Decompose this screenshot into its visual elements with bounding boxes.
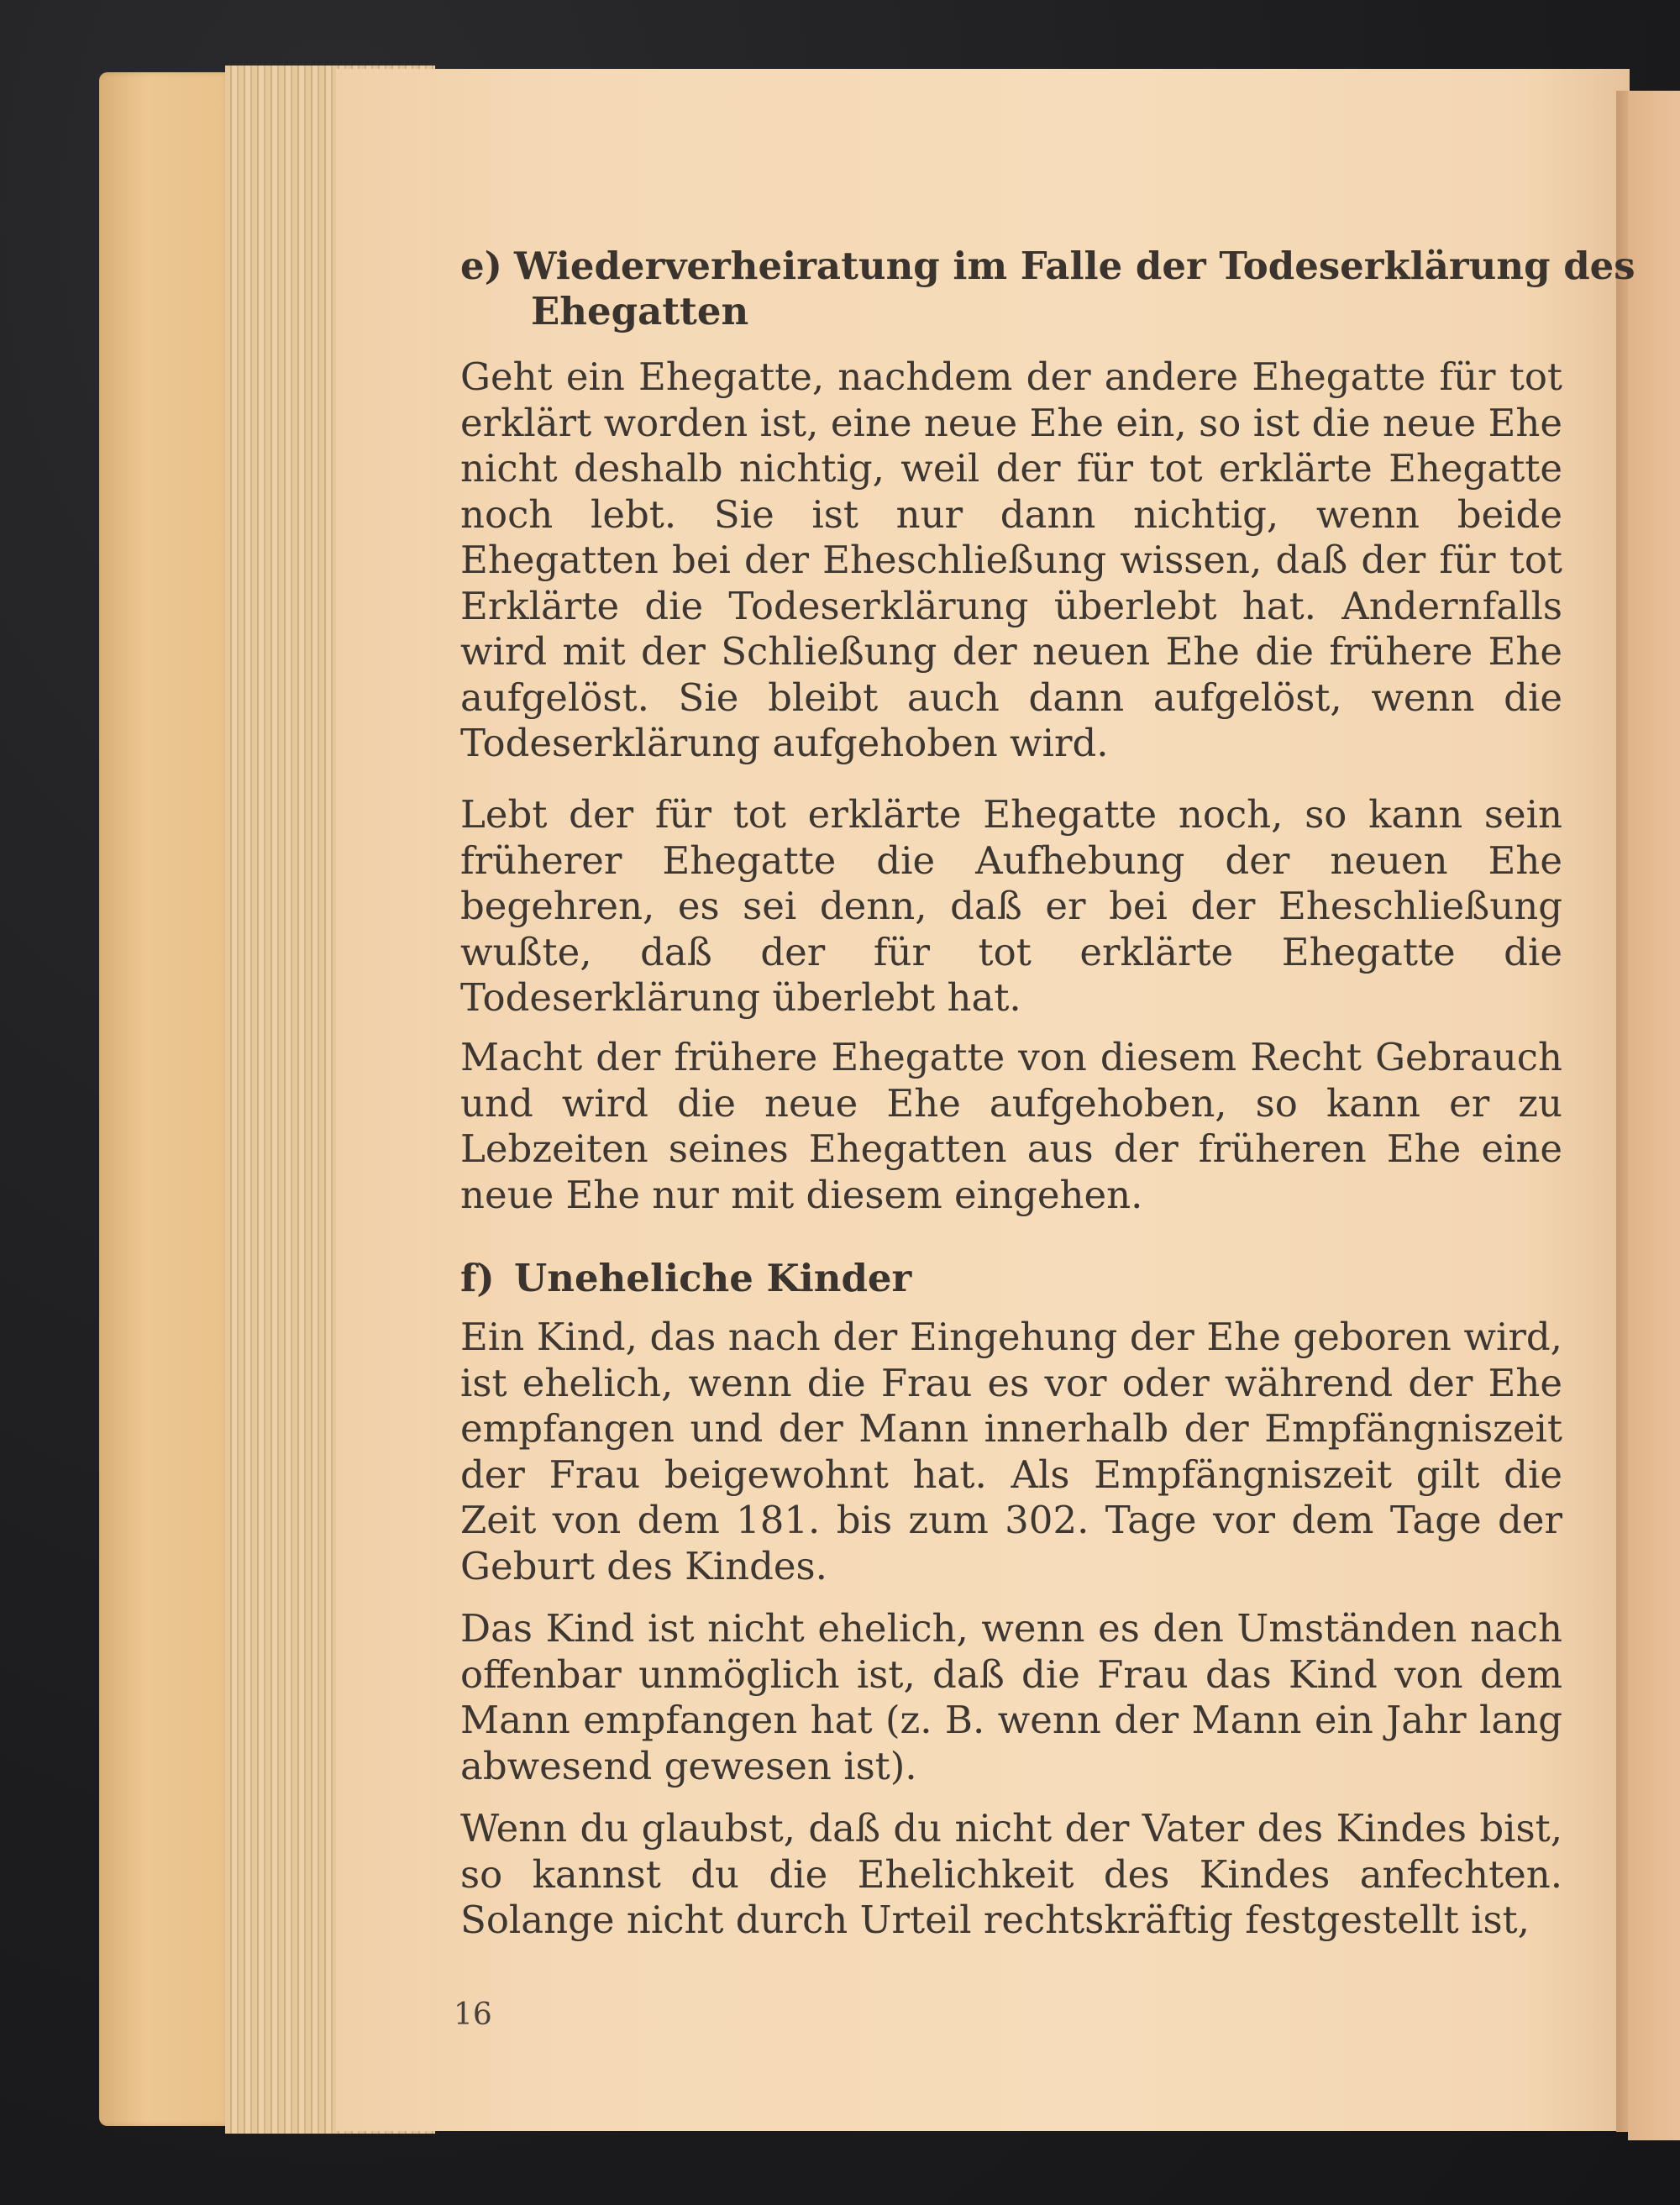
section-e-title-cont: Ehegatten	[531, 289, 749, 333]
section-f-paragraph-1: Ein Kind, das nach der Eingehung der Ehe geboren wird, ist ehelich, wenn die Frau es vor oder während der Ehe empfangen und der Mann innerhalb der Empfängniszeit der Frau beigewohnt hat. Als Empfängniszeit gilt die Zeit von dem 181. bis zum 302. Tage vor dem Tage der Geburt des Kindes.	[460, 1315, 1562, 1588]
section-f-paragraph-3: Wenn du glaubst, daß du nicht der Vater des Kindes bist, so kannst du die Ehelichkeit des Kindes anfechten. Solange nicht durch Urteil rechtskräftig festgestellt ist,	[460, 1806, 1562, 1942]
section-f-label: f)	[460, 1256, 495, 1300]
section-e-paragraph-1: Geht ein Ehegatte, nachdem der andere Ehegatte für tot erklärt worden ist, eine neue Ehe ein, so ist die neue Ehe nicht deshalb nichtig, weil der für tot erklärte Ehegatte noch lebt. Sie ist nur dann nichtig, wenn beide Ehegatten bei der Eheschließung wissen, daß der für tot Erklärte die Todeserklärung überlebt hat. Andernfalls wird mit der Schließung der neuen Ehe die frühere Ehe aufgelöst. Sie bleibt auch dann aufgelöst, wenn die Todeserklärung aufgehoben wird.	[460, 354, 1562, 765]
page-number: 16	[454, 1998, 492, 2032]
section-f-heading	[460, 1256, 911, 1301]
section-e-label: e)	[460, 244, 502, 288]
section-e-heading	[460, 244, 1635, 289]
book-cover-edge	[99, 72, 234, 2126]
section-e-paragraph-3: Macht der frühere Ehegatte von diesem Recht Gebrauch und wird die neue Ehe aufgehoben, so kann er zu Lebzeiten seines Ehegatten aus der früheren Ehe eine neue Ehe nur mit diesem eingehen.	[460, 1035, 1562, 1217]
facing-page-edge	[1628, 91, 1680, 2140]
section-f-title: Uneheliche Kinder	[514, 1256, 912, 1300]
section-e-title: Wiederverheiratung im Falle der Todeserklärung des	[514, 244, 1635, 288]
section-e-paragraph-2: Lebt der für tot erklärte Ehegatte noch, so kann sein früherer Ehegatte die Aufhebung der neuen Ehe begehren, es sei denn, daß er bei der Eheschließung wußte, daß der für tot erklärte Ehegatte die Todeserklärung überlebt hat.	[460, 792, 1562, 1020]
section-f-paragraph-2: Das Kind ist nicht ehelich, wenn es den Umständen nach offenbar unmöglich ist, daß die Frau das Kind von dem Mann empfangen hat (z. B. wenn der Mann ein Jahr lang abwesend gewesen ist).	[460, 1606, 1562, 1788]
page-gutter	[1616, 91, 1628, 2132]
